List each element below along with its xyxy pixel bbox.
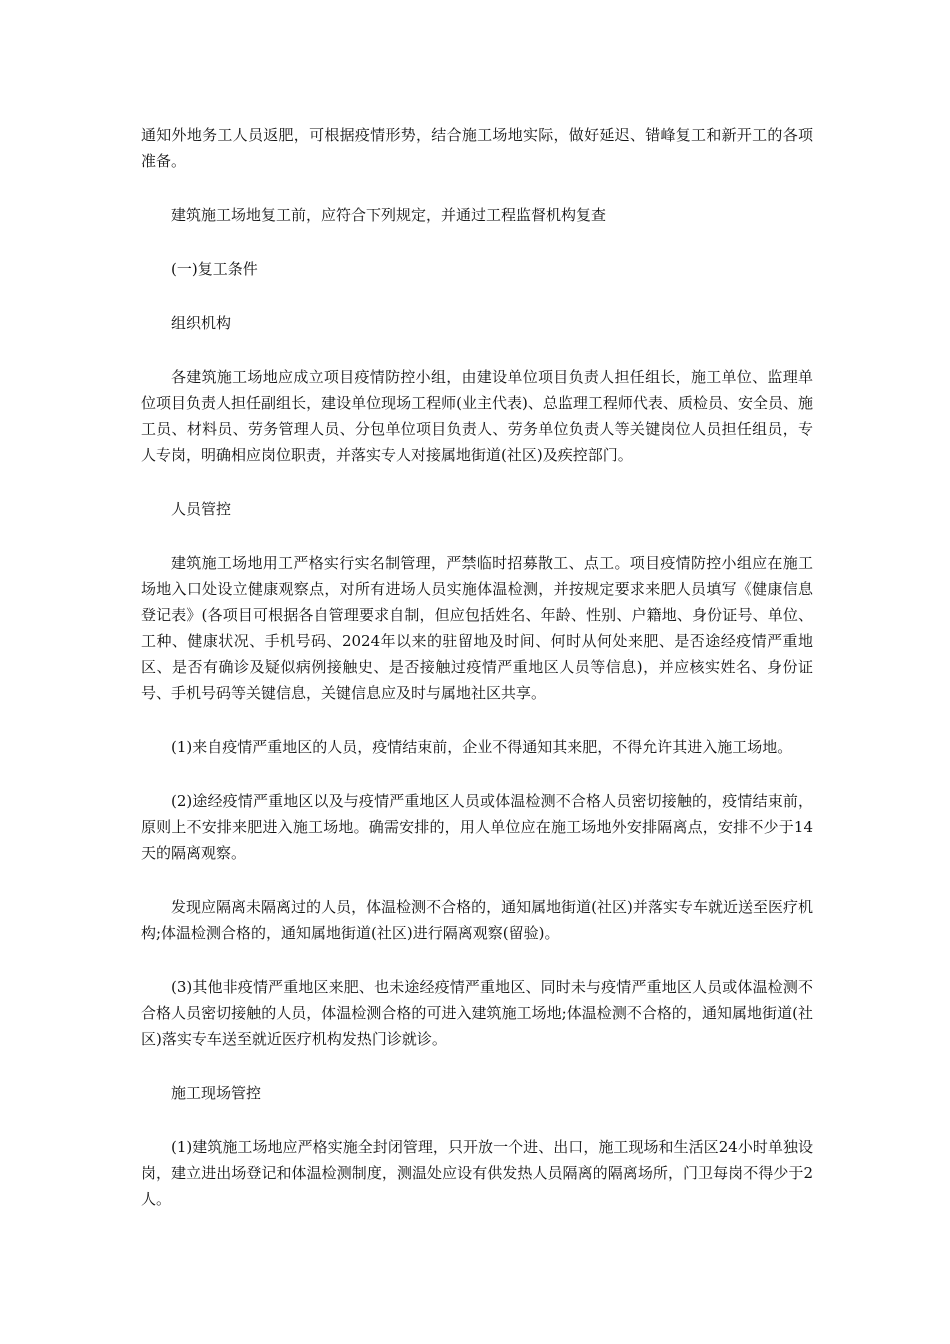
subheading-organization: 组织机构 xyxy=(171,314,232,332)
paragraph-item-1: (1)来自疫情严重地区的人员，疫情结束前，企业不得通知其来肥，不得允许其进入施工场地。 xyxy=(171,738,793,756)
section-heading-conditions: (一)复工条件 xyxy=(171,260,258,278)
paragraph-site-item-1: (1)建筑施工场地应严格实施全封闭管理，只开放一个进、出口，施工现场和生活区24小时单独设岗，建立进出场登记和体温检测制度，测温处应设有供发热人员隔离的隔离场所，门卫每岗不得少于2人。 xyxy=(141,1138,813,1208)
paragraph-personnel: 建筑施工场地用工严格实行实名制管理，严禁临时招募散工、点工。项目疫情防控小组应在施工场地入口处设立健康观察点，对所有进场人员实施体温检测，并按规定要求来肥人员填写《健康信息登记表》(各项目可根据各自管理要求自制，但应包括姓名、年龄、性别、户籍地、身份证号、单位、工种、健康状况、手机号码、2024年以来的驻留地及时间、何时从何处来肥、是否途经疫情严重地区、是否有确诊及疑似病例接触史、是否接触过疫情严重地区人员等信息)，并应核实姓名、身份证号、手机号码等关键信息，关键信息应及时与属地社区共享。 xyxy=(141,554,813,702)
paragraph-isolation: 发现应隔离未隔离过的人员，体温检测不合格的，通知属地街道(社区)并落实专车就近送至医疗机构;体温检测合格的，通知属地街道(社区)进行隔离观察(留验)。 xyxy=(141,898,813,942)
subheading-personnel: 人员管控 xyxy=(171,500,232,518)
paragraph-organization: 各建筑施工场地应成立项目疫情防控小组，由建设单位项目负责人担任组长，施工单位、监理单位项目负责人担任副组长，建设单位现场工程师(业主代表)、总监理工程师代表、质检员、安全员、施工员、材料员、劳务管理人员、分包单位项目负责人、劳务单位负责人等关键岗位人员担任组员，专人专岗，明确相应岗位职责，并落实专人对接属地街道(社区)及疾控部门。 xyxy=(141,368,813,464)
paragraph-item-3: (3)其他非疫情严重地区来肥、也未途经疫情严重地区、同时未与疫情严重地区人员或体温检测不合格人员密切接触的人员，体温检测合格的可进入建筑施工场地;体温检测不合格的，通知属地街道(社区)落实专车送至就近医疗机构发热门诊就诊。 xyxy=(141,978,813,1048)
subheading-site-control: 施工现场管控 xyxy=(171,1084,262,1102)
paragraph-intro: 通知外地务工人员返肥，可根据疫情形势，结合施工场地实际，做好延迟、错峰复工和新开工的各项准备。 xyxy=(141,126,813,170)
document-page xyxy=(141,122,813,1240)
paragraph-requirements: 建筑施工场地复工前，应符合下列规定，并通过工程监督机构复查 xyxy=(171,206,607,224)
paragraph-item-2: (2)途经疫情严重地区以及与疫情严重地区人员或体温检测不合格人员密切接触的，疫情结束前，原则上不安排来肥进入施工场地。确需安排的，用人单位应在施工场地外安排隔离点，安排不少于14天的隔离观察。 xyxy=(141,792,813,862)
